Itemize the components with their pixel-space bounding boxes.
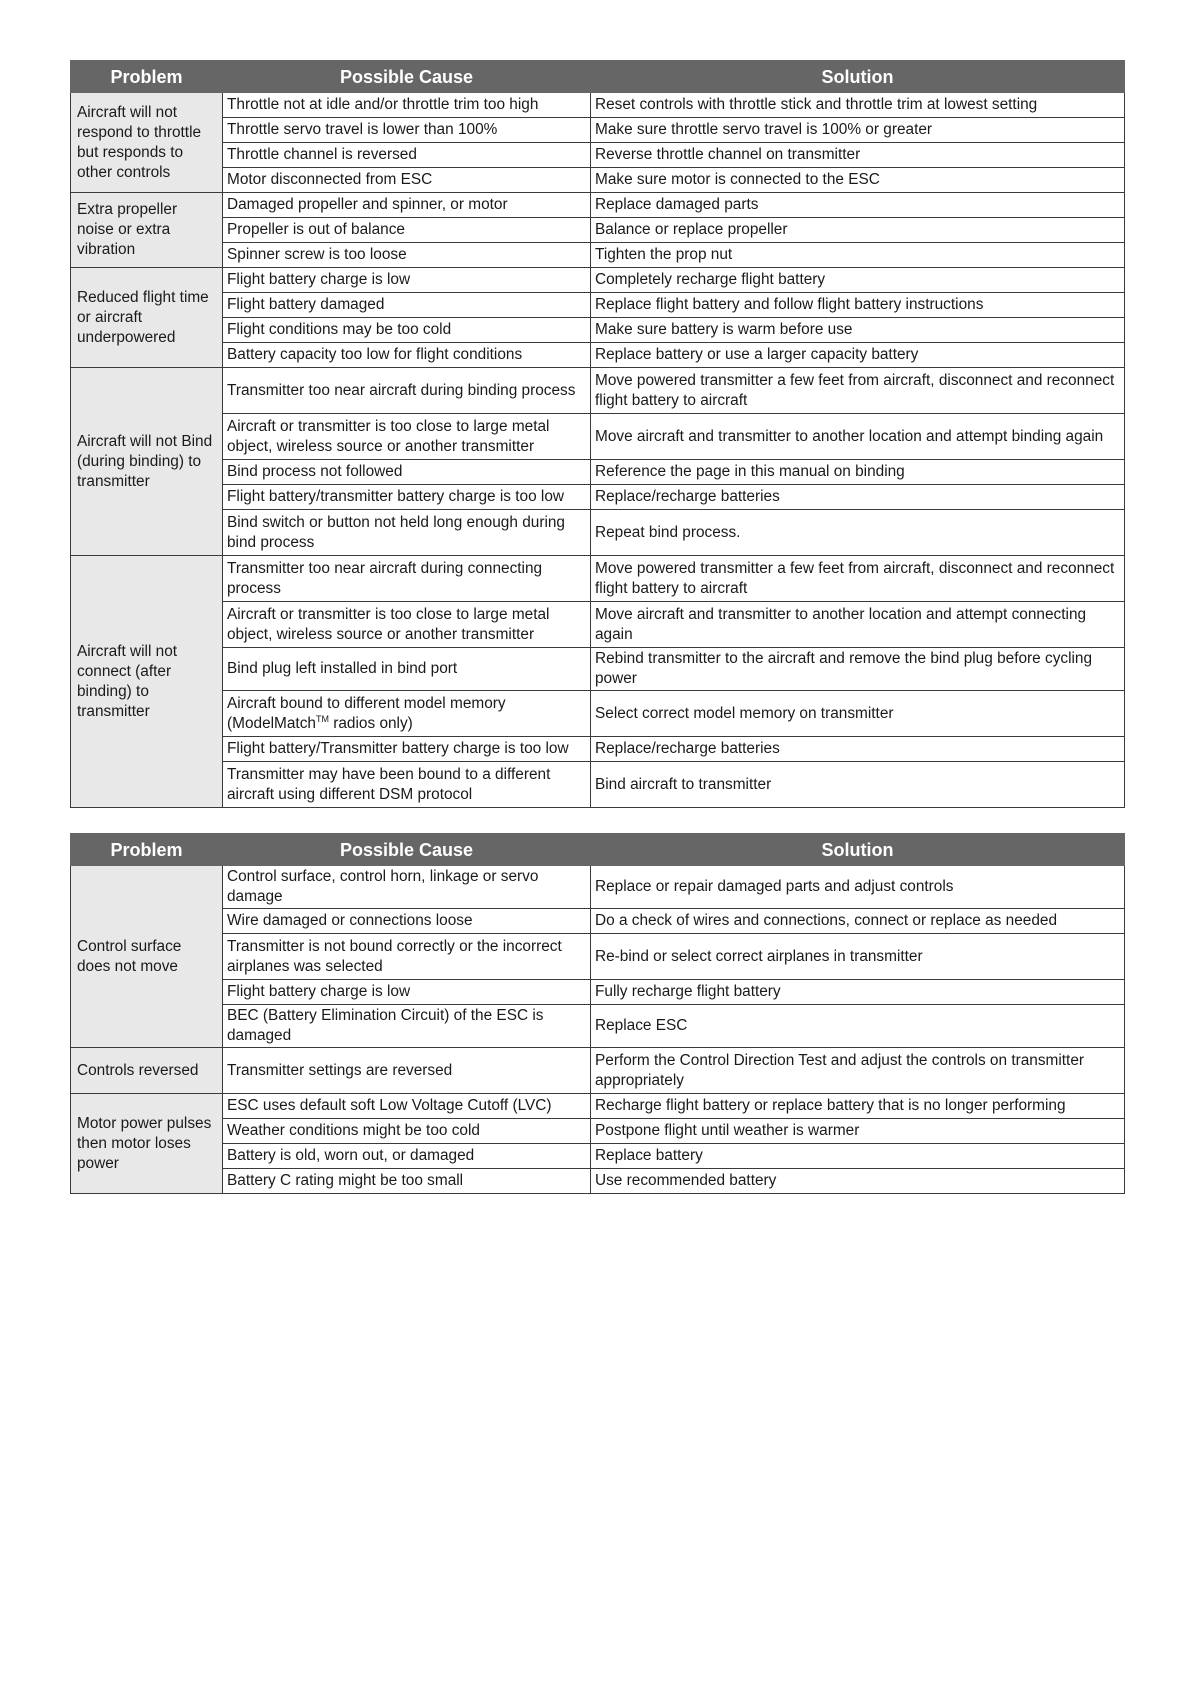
table-row — [71, 414, 1125, 460]
table-row — [71, 268, 1125, 293]
table-row — [71, 118, 1125, 143]
solution-cell: Recharge flight battery or replace battery that is no longer performing — [591, 1094, 1125, 1119]
solution-cell: Tighten the prop nut — [591, 243, 1125, 268]
cause-cell: Wire damaged or connections loose — [223, 909, 591, 934]
cause-cell: Battery is old, worn out, or damaged — [223, 1144, 591, 1169]
table-row — [71, 218, 1125, 243]
solution-cell: Reverse throttle channel on transmitter — [591, 143, 1125, 168]
solution-cell: Repeat bind process. — [591, 510, 1125, 556]
cause-cell: Bind switch or button not held long enough during bind process — [223, 510, 591, 556]
table-row — [71, 243, 1125, 268]
table-row — [71, 691, 1125, 737]
solution-cell: Make sure motor is connected to the ESC — [591, 168, 1125, 193]
table-row — [71, 460, 1125, 485]
solution-cell: Bind aircraft to transmitter — [591, 762, 1125, 808]
solution-cell: Replace/recharge batteries — [591, 485, 1125, 510]
solution-cell: Replace battery or use a larger capacity battery — [591, 343, 1125, 368]
cause-cell: Battery capacity too low for flight conditions — [223, 343, 591, 368]
table-row — [71, 602, 1125, 648]
table-row — [71, 510, 1125, 556]
solution-cell: Fully recharge flight battery — [591, 980, 1125, 1005]
solution-cell: Replace damaged parts — [591, 193, 1125, 218]
table-row — [71, 168, 1125, 193]
table-row — [71, 1005, 1125, 1048]
solution-cell: Reset controls with throttle stick and throttle trim at lowest setting — [591, 93, 1125, 118]
table-row — [71, 318, 1125, 343]
table-row — [71, 485, 1125, 510]
troubleshooting-table-1 — [70, 60, 1125, 808]
table-row — [71, 368, 1125, 414]
problem-cell: Aircraft will not respond to throttle but responds to other controls — [71, 93, 223, 193]
header-solution: Solution — [591, 61, 1125, 93]
solution-cell: Move aircraft and transmitter to another location and attempt binding again — [591, 414, 1125, 460]
solution-cell: Replace or repair damaged parts and adjust controls — [591, 866, 1125, 909]
solution-cell: Replace ESC — [591, 1005, 1125, 1048]
solution-cell: Select correct model memory on transmitter — [591, 691, 1125, 737]
solution-cell: Replace/recharge batteries — [591, 737, 1125, 762]
cause-cell: Aircraft or transmitter is too close to large metal object, wireless source or another transmitter — [223, 602, 591, 648]
problem-cell: Aircraft will not connect (after binding) to transmitter — [71, 556, 223, 808]
solution-cell: Use recommended battery — [591, 1169, 1125, 1194]
table-row — [71, 1094, 1125, 1119]
problem-cell: Reduced flight time or aircraft underpowered — [71, 268, 223, 368]
solution-cell: Reference the page in this manual on binding — [591, 460, 1125, 485]
problem-cell: Controls reversed — [71, 1048, 223, 1094]
table-row — [71, 1119, 1125, 1144]
cause-text-end: radios only) — [328, 714, 413, 732]
problem-cell: Extra propeller noise or extra vibration — [71, 193, 223, 268]
cause-cell: Flight battery charge is low — [223, 980, 591, 1005]
cause-cell: Motor disconnected from ESC — [223, 168, 591, 193]
table-row — [71, 909, 1125, 934]
cause-cell: Transmitter too near aircraft during binding process — [223, 368, 591, 414]
cause-cell: Transmitter may have been bound to a different aircraft using different DSM protocol — [223, 762, 591, 808]
table-row — [71, 762, 1125, 808]
table-row — [71, 193, 1125, 218]
solution-cell: Replace battery — [591, 1144, 1125, 1169]
solution-cell: Rebind transmitter to the aircraft and remove the bind plug before cycling power — [591, 648, 1125, 691]
table-row — [71, 980, 1125, 1005]
solution-cell: Balance or replace propeller — [591, 218, 1125, 243]
cause-cell — [223, 691, 591, 737]
table-row — [71, 866, 1125, 909]
cause-cell: Battery C rating might be too small — [223, 1169, 591, 1194]
table-row — [71, 556, 1125, 602]
cause-cell: Transmitter is not bound correctly or the incorrect airplanes was selected — [223, 934, 591, 980]
solution-cell: Do a check of wires and connections, connect or replace as needed — [591, 909, 1125, 934]
table-row — [71, 1169, 1125, 1194]
solution-cell: Completely recharge flight battery — [591, 268, 1125, 293]
cause-cell: Flight battery damaged — [223, 293, 591, 318]
cause-cell: Aircraft or transmitter is too close to large metal object, wireless source or another transmitter — [223, 414, 591, 460]
cause-cell: Flight conditions may be too cold — [223, 318, 591, 343]
problem-cell: Motor power pulses then motor loses power — [71, 1094, 223, 1194]
troubleshooting-table-2 — [70, 833, 1125, 1194]
cause-cell: Flight battery/Transmitter battery charge is too low — [223, 737, 591, 762]
solution-cell: Make sure throttle servo travel is 100% or greater — [591, 118, 1125, 143]
trademark-mark: TM — [315, 713, 329, 724]
problem-cell: Control surface does not move — [71, 866, 223, 1048]
cause-cell: Throttle channel is reversed — [223, 143, 591, 168]
header-problem: Problem — [71, 61, 223, 93]
cause-cell: Spinner screw is too loose — [223, 243, 591, 268]
table-row — [71, 293, 1125, 318]
table-row — [71, 343, 1125, 368]
table-row — [71, 143, 1125, 168]
solution-cell: Move powered transmitter a few feet from aircraft, disconnect and reconnect flight battery to aircraft — [591, 368, 1125, 414]
solution-cell: Postpone flight until weather is warmer — [591, 1119, 1125, 1144]
table-header-row — [71, 834, 1125, 866]
cause-cell: Damaged propeller and spinner, or motor — [223, 193, 591, 218]
header-solution: Solution — [591, 834, 1125, 866]
cause-cell: Throttle not at idle and/or throttle trim too high — [223, 93, 591, 118]
cause-cell: ESC uses default soft Low Voltage Cutoff (LVC) — [223, 1094, 591, 1119]
solution-cell: Re-bind or select correct airplanes in transmitter — [591, 934, 1125, 980]
cause-cell: Propeller is out of balance — [223, 218, 591, 243]
table-row — [71, 93, 1125, 118]
table-row — [71, 1048, 1125, 1094]
cause-cell: Flight battery/transmitter battery charge is too low — [223, 485, 591, 510]
cause-cell: Bind plug left installed in bind port — [223, 648, 591, 691]
table-row — [71, 1144, 1125, 1169]
cause-text: Aircraft bound to different model memory (ModelMatch — [227, 694, 506, 732]
cause-cell: Transmitter too near aircraft during connecting process — [223, 556, 591, 602]
table-row — [71, 737, 1125, 762]
cause-cell: Throttle servo travel is lower than 100% — [223, 118, 591, 143]
header-possible-cause: Possible Cause — [223, 834, 591, 866]
cause-cell: BEC (Battery Elimination Circuit) of the ESC is damaged — [223, 1005, 591, 1048]
cause-cell: Transmitter settings are reversed — [223, 1048, 591, 1094]
cause-cell: Flight battery charge is low — [223, 268, 591, 293]
table-header-row — [71, 61, 1125, 93]
solution-cell: Move aircraft and transmitter to another location and attempt connecting again — [591, 602, 1125, 648]
solution-cell: Make sure battery is warm before use — [591, 318, 1125, 343]
table-row — [71, 934, 1125, 980]
cause-cell: Bind process not followed — [223, 460, 591, 485]
solution-cell: Perform the Control Direction Test and adjust the controls on transmitter appropriately — [591, 1048, 1125, 1094]
problem-cell: Aircraft will not Bind (during binding) to transmitter — [71, 368, 223, 556]
header-possible-cause: Possible Cause — [223, 61, 591, 93]
table-row — [71, 648, 1125, 691]
solution-cell: Replace flight battery and follow flight battery instructions — [591, 293, 1125, 318]
header-problem: Problem — [71, 834, 223, 866]
cause-cell: Weather conditions might be too cold — [223, 1119, 591, 1144]
cause-cell: Control surface, control horn, linkage or servo damage — [223, 866, 591, 909]
solution-cell: Move powered transmitter a few feet from aircraft, disconnect and reconnect flight battery to aircraft — [591, 556, 1125, 602]
